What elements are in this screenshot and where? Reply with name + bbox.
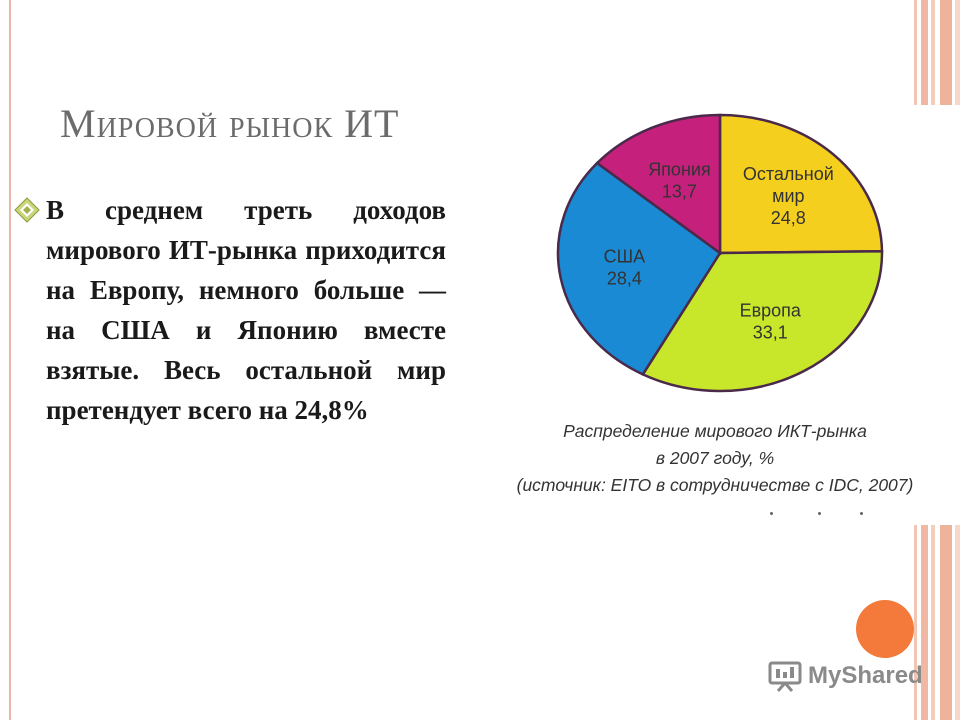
decorative-dots bbox=[760, 512, 870, 518]
watermark-text: MyShared bbox=[808, 662, 923, 689]
orange-circle-decoration bbox=[856, 600, 914, 658]
caption-line-1: Распределение мирового ИКТ-рынка bbox=[563, 421, 867, 441]
slice-value-rest-of-world: 24,8 bbox=[770, 208, 806, 229]
caption-line-2: в 2007 году, % bbox=[655, 448, 775, 468]
bullet-text: В среднем треть доходов мирового ИТ-рынка приходится на Европу, немного больше — на США и Японию вместе взятые. Весь остальной мир претендует всего на 24,8% bbox=[46, 195, 446, 425]
slice-category-rest-of-world: мир bbox=[772, 186, 805, 207]
slice-value-japan: 13,7 bbox=[661, 181, 697, 202]
frame-left-line bbox=[9, 0, 11, 720]
slice-category-europe: Европа bbox=[739, 300, 801, 321]
pie-chart bbox=[472, 105, 960, 425]
slice-category-rest-of-world: Остальной bbox=[742, 164, 834, 185]
slice-value-usa: 28,4 bbox=[606, 268, 642, 289]
slice-category-usa: США bbox=[603, 246, 646, 267]
caption-line-3: (источник: EITO в сотрудничестве с IDC, 2007) bbox=[516, 475, 914, 495]
presentation-icon bbox=[768, 660, 802, 692]
diamond-bullet-icon bbox=[14, 197, 40, 223]
watermark bbox=[768, 656, 923, 696]
slide-title: Мировой рынок ИТ bbox=[60, 101, 400, 146]
chart-caption bbox=[480, 418, 950, 499]
slice-category-japan: Япония bbox=[648, 159, 711, 180]
slice-value-europe: 33,1 bbox=[752, 322, 788, 343]
